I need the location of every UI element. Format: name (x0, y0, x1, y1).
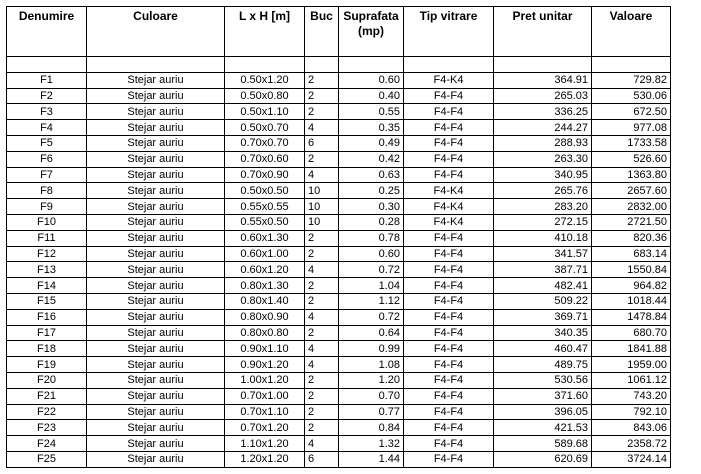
cell-suprafata[interactable]: 0.78 (339, 230, 404, 246)
cell-pret-unitar[interactable]: 272.15 (494, 214, 592, 230)
cell-buc[interactable]: 2 (305, 388, 339, 404)
cell-pret-unitar[interactable]: 364.91 (494, 72, 592, 88)
cell-culoare[interactable]: Stejar auriu (87, 309, 225, 325)
cell-tip-vitrare[interactable]: F4-F4 (404, 88, 494, 104)
header-buc[interactable]: Buc (305, 7, 339, 57)
table-row (7, 167, 671, 183)
cell-tip-vitrare[interactable]: F4-F4 (404, 341, 494, 357)
cell-valoare[interactable]: 792.10 (592, 404, 671, 420)
cell-culoare[interactable]: Stejar auriu (87, 436, 225, 452)
cell-culoare[interactable]: Stejar auriu (87, 199, 225, 215)
cell-tip-vitrare[interactable]: F4-K4 (404, 214, 494, 230)
cell-pret-unitar[interactable]: 244.27 (494, 120, 592, 136)
table-row (7, 404, 671, 420)
cell-suprafata[interactable]: 0.35 (339, 120, 404, 136)
cell-buc[interactable]: 4 (305, 357, 339, 373)
spacer-row (7, 57, 671, 73)
table-row (7, 214, 671, 230)
cell-pret-unitar[interactable]: 340.35 (494, 325, 592, 341)
cell-buc[interactable]: 2 (305, 404, 339, 420)
table-row (7, 372, 671, 388)
cell-culoare[interactable]: Stejar auriu (87, 451, 225, 467)
cell-tip-vitrare[interactable]: F4-F4 (404, 404, 494, 420)
cell-culoare[interactable]: Stejar auriu (87, 325, 225, 341)
cell-dimensiuni[interactable]: 0.50x0.70 (225, 120, 305, 136)
cell-valoare[interactable]: 672.50 (592, 104, 671, 120)
cell-denumire[interactable]: F13 (7, 262, 87, 278)
cell-valoare[interactable]: 964.82 (592, 278, 671, 294)
cell-valoare[interactable]: 2832.00 (592, 199, 671, 215)
table-row (7, 88, 671, 104)
cell-pret-unitar[interactable]: 288.93 (494, 135, 592, 151)
cell-tip-vitrare[interactable]: F4-F4 (404, 357, 494, 373)
cell-culoare[interactable]: Stejar auriu (87, 372, 225, 388)
cell-dimensiuni[interactable]: 0.80x1.40 (225, 293, 305, 309)
cell-dimensiuni[interactable]: 0.70x1.10 (225, 404, 305, 420)
cell-dimensiuni[interactable]: 1.20x1.20 (225, 451, 305, 467)
cell-culoare[interactable]: Stejar auriu (87, 246, 225, 262)
cell-valoare[interactable]: 1959.00 (592, 357, 671, 373)
table-row (7, 388, 671, 404)
cell-denumire[interactable]: F9 (7, 199, 87, 215)
cell-tip-vitrare[interactable]: F4-F4 (404, 151, 494, 167)
cell-tip-vitrare[interactable]: F4-F4 (404, 372, 494, 388)
cell-dimensiuni[interactable]: 0.90x1.10 (225, 341, 305, 357)
cell-pret-unitar[interactable]: 341.57 (494, 246, 592, 262)
cell-culoare[interactable]: Stejar auriu (87, 341, 225, 357)
cell-denumire[interactable]: F6 (7, 151, 87, 167)
table-row (7, 325, 671, 341)
cell-valoare[interactable]: 2721.50 (592, 214, 671, 230)
cell-denumire[interactable]: F25 (7, 451, 87, 467)
cell-denumire[interactable]: F15 (7, 293, 87, 309)
table-row (7, 199, 671, 215)
cell-pret-unitar[interactable]: 421.53 (494, 420, 592, 436)
cell-dimensiuni[interactable]: 0.50x0.50 (225, 183, 305, 199)
spacer-cell[interactable] (592, 57, 671, 73)
cell-valoare[interactable]: 977.08 (592, 120, 671, 136)
cell-suprafata[interactable]: 1.04 (339, 278, 404, 294)
cell-valoare[interactable]: 1841.88 (592, 341, 671, 357)
cell-tip-vitrare[interactable]: F4-F4 (404, 325, 494, 341)
cell-suprafata[interactable]: 0.55 (339, 104, 404, 120)
cell-denumire[interactable]: F24 (7, 436, 87, 452)
cell-culoare[interactable]: Stejar auriu (87, 183, 225, 199)
cell-denumire[interactable]: F10 (7, 214, 87, 230)
cell-buc[interactable]: 4 (305, 436, 339, 452)
table-row (7, 120, 671, 136)
spacer-cell[interactable] (225, 57, 305, 73)
cell-denumire[interactable]: F4 (7, 120, 87, 136)
cell-buc[interactable]: 6 (305, 451, 339, 467)
cell-denumire[interactable]: F16 (7, 309, 87, 325)
cell-pret-unitar[interactable]: 265.76 (494, 183, 592, 199)
cell-valoare[interactable]: 683.14 (592, 246, 671, 262)
cell-suprafata[interactable]: 0.63 (339, 167, 404, 183)
table-row (7, 420, 671, 436)
cell-tip-vitrare[interactable]: F4-F4 (404, 278, 494, 294)
cell-suprafata[interactable]: 1.44 (339, 451, 404, 467)
cell-suprafata[interactable]: 0.42 (339, 151, 404, 167)
cell-dimensiuni[interactable]: 0.70x0.70 (225, 135, 305, 151)
cell-culoare[interactable]: Stejar auriu (87, 135, 225, 151)
cell-suprafata[interactable]: 0.25 (339, 183, 404, 199)
spacer-cell[interactable] (339, 57, 404, 73)
cell-suprafata[interactable]: 0.84 (339, 420, 404, 436)
cell-buc[interactable]: 10 (305, 199, 339, 215)
cell-suprafata[interactable]: 1.08 (339, 357, 404, 373)
cell-culoare[interactable]: Stejar auriu (87, 420, 225, 436)
cell-tip-vitrare[interactable]: F4-F4 (404, 230, 494, 246)
cell-buc[interactable]: 2 (305, 230, 339, 246)
cell-dimensiuni[interactable]: 0.55x0.50 (225, 214, 305, 230)
cell-pret-unitar[interactable]: 482.41 (494, 278, 592, 294)
cell-dimensiuni[interactable]: 0.50x1.20 (225, 72, 305, 88)
cell-pret-unitar[interactable]: 460.47 (494, 341, 592, 357)
cell-buc[interactable]: 4 (305, 120, 339, 136)
cell-denumire[interactable]: F8 (7, 183, 87, 199)
cell-suprafata[interactable]: 0.64 (339, 325, 404, 341)
cell-valoare[interactable]: 3724.14 (592, 451, 671, 467)
cell-pret-unitar[interactable]: 265.03 (494, 88, 592, 104)
cell-pret-unitar[interactable]: 371.60 (494, 388, 592, 404)
cell-tip-vitrare[interactable]: F4-F4 (404, 120, 494, 136)
cell-denumire[interactable]: F21 (7, 388, 87, 404)
spacer-cell[interactable] (305, 57, 339, 73)
cell-tip-vitrare[interactable]: F4-F4 (404, 388, 494, 404)
table-row (7, 341, 671, 357)
cell-dimensiuni[interactable]: 0.50x0.80 (225, 88, 305, 104)
cell-valoare[interactable]: 743.20 (592, 388, 671, 404)
cell-denumire[interactable]: F23 (7, 420, 87, 436)
cell-valoare[interactable]: 1018.44 (592, 293, 671, 309)
cell-pret-unitar[interactable]: 369.71 (494, 309, 592, 325)
cell-culoare[interactable]: Stejar auriu (87, 404, 225, 420)
cell-tip-vitrare[interactable]: F4-F4 (404, 262, 494, 278)
cell-tip-vitrare[interactable]: F4-F4 (404, 135, 494, 151)
cell-pret-unitar[interactable]: 620.69 (494, 451, 592, 467)
cell-valoare[interactable]: 526.60 (592, 151, 671, 167)
cell-buc[interactable]: 2 (305, 293, 339, 309)
cell-suprafata[interactable]: 0.30 (339, 199, 404, 215)
cell-dimensiuni[interactable]: 0.70x0.90 (225, 167, 305, 183)
cell-suprafata[interactable]: 1.32 (339, 436, 404, 452)
cell-tip-vitrare[interactable]: F4-F4 (404, 451, 494, 467)
cell-culoare[interactable]: Stejar auriu (87, 72, 225, 88)
cell-buc[interactable]: 4 (305, 167, 339, 183)
cell-valoare[interactable]: 1478.84 (592, 309, 671, 325)
cell-dimensiuni[interactable]: 0.70x1.00 (225, 388, 305, 404)
cell-buc[interactable]: 2 (305, 88, 339, 104)
cell-buc[interactable]: 4 (305, 262, 339, 278)
cell-culoare[interactable]: Stejar auriu (87, 388, 225, 404)
cell-valoare[interactable]: 1550.84 (592, 262, 671, 278)
spacer-cell[interactable] (87, 57, 225, 73)
cell-denumire[interactable]: F3 (7, 104, 87, 120)
cell-denumire[interactable]: F14 (7, 278, 87, 294)
cell-valoare[interactable]: 1061.12 (592, 372, 671, 388)
cell-suprafata[interactable]: 1.12 (339, 293, 404, 309)
table-row (7, 183, 671, 199)
spacer-cell[interactable] (404, 57, 494, 73)
cell-culoare[interactable]: Stejar auriu (87, 167, 225, 183)
cell-dimensiuni[interactable]: 1.00x1.20 (225, 372, 305, 388)
cell-culoare[interactable]: Stejar auriu (87, 262, 225, 278)
cell-valoare[interactable]: 843.06 (592, 420, 671, 436)
cell-denumire[interactable]: F12 (7, 246, 87, 262)
cell-dimensiuni[interactable]: 0.90x1.20 (225, 357, 305, 373)
cell-suprafata[interactable]: 0.60 (339, 246, 404, 262)
cell-denumire[interactable]: F5 (7, 135, 87, 151)
table-row (7, 135, 671, 151)
cell-suprafata[interactable]: 0.77 (339, 404, 404, 420)
cell-buc[interactable]: 2 (305, 372, 339, 388)
cell-dimensiuni[interactable]: 0.60x1.20 (225, 262, 305, 278)
header-valoare[interactable]: Valoare (592, 7, 671, 57)
cell-culoare[interactable]: Stejar auriu (87, 293, 225, 309)
cell-denumire[interactable]: F1 (7, 72, 87, 88)
cell-buc[interactable]: 2 (305, 151, 339, 167)
cell-dimensiuni[interactable]: 0.80x1.30 (225, 278, 305, 294)
cell-pret-unitar[interactable]: 283.20 (494, 199, 592, 215)
header-tip-vitrare[interactable]: Tip vitrare (404, 7, 494, 57)
header-denumire[interactable]: Denumire (7, 7, 87, 57)
cell-tip-vitrare[interactable]: F4-K4 (404, 183, 494, 199)
cell-valoare[interactable]: 1363.80 (592, 167, 671, 183)
cell-suprafata[interactable]: 0.72 (339, 309, 404, 325)
spacer-cell[interactable] (7, 57, 87, 73)
cell-pret-unitar[interactable]: 396.05 (494, 404, 592, 420)
cell-suprafata[interactable]: 0.28 (339, 214, 404, 230)
cell-buc[interactable]: 6 (305, 135, 339, 151)
cell-buc[interactable]: 2 (305, 325, 339, 341)
cell-dimensiuni[interactable]: 0.55x0.55 (225, 199, 305, 215)
cell-tip-vitrare[interactable]: F4-F4 (404, 104, 494, 120)
cell-suprafata[interactable]: 0.99 (339, 341, 404, 357)
cell-tip-vitrare[interactable]: F4-F4 (404, 420, 494, 436)
cell-valoare[interactable]: 680.70 (592, 325, 671, 341)
cell-suprafata[interactable]: 0.49 (339, 135, 404, 151)
table-row (7, 278, 671, 294)
table-row (7, 357, 671, 373)
cell-dimensiuni[interactable]: 0.70x0.60 (225, 151, 305, 167)
cell-denumire[interactable]: F7 (7, 167, 87, 183)
cell-valoare[interactable]: 2358.72 (592, 436, 671, 452)
header-culoare[interactable]: Culoare (87, 7, 225, 57)
cell-suprafata[interactable]: 0.70 (339, 388, 404, 404)
header-suprafata[interactable]: Suprafata (mp) (339, 7, 404, 57)
cell-pret-unitar[interactable]: 489.75 (494, 357, 592, 373)
spacer-cell[interactable] (494, 57, 592, 73)
cell-buc[interactable]: 2 (305, 104, 339, 120)
cell-dimensiuni[interactable]: 0.60x1.00 (225, 246, 305, 262)
cell-pret-unitar[interactable]: 336.25 (494, 104, 592, 120)
table-row (7, 246, 671, 262)
cell-dimensiuni[interactable]: 1.10x1.20 (225, 436, 305, 452)
cell-denumire[interactable]: F2 (7, 88, 87, 104)
cell-tip-vitrare[interactable]: F4-F4 (404, 436, 494, 452)
cell-pret-unitar[interactable]: 263.30 (494, 151, 592, 167)
cell-tip-vitrare[interactable]: F4-F4 (404, 246, 494, 262)
cell-tip-vitrare[interactable]: F4-K4 (404, 199, 494, 215)
cell-valoare[interactable]: 820.36 (592, 230, 671, 246)
cell-buc[interactable]: 2 (305, 420, 339, 436)
cell-culoare[interactable]: Stejar auriu (87, 278, 225, 294)
price-table (6, 6, 671, 468)
table-row (7, 151, 671, 167)
cell-tip-vitrare[interactable]: F4-F4 (404, 293, 494, 309)
header-pret-unitar[interactable]: Pret unitar (494, 7, 592, 57)
cell-culoare[interactable]: Stejar auriu (87, 151, 225, 167)
cell-denumire[interactable]: F20 (7, 372, 87, 388)
cell-culoare[interactable]: Stejar auriu (87, 88, 225, 104)
cell-denumire[interactable]: F19 (7, 357, 87, 373)
cell-valoare[interactable]: 530.06 (592, 88, 671, 104)
cell-buc[interactable]: 4 (305, 309, 339, 325)
cell-dimensiuni[interactable]: 0.60x1.30 (225, 230, 305, 246)
table-row (7, 309, 671, 325)
cell-buc[interactable]: 2 (305, 72, 339, 88)
header-row (7, 7, 671, 57)
cell-buc[interactable]: 10 (305, 214, 339, 230)
cell-suprafata[interactable]: 0.72 (339, 262, 404, 278)
cell-pret-unitar[interactable]: 340.95 (494, 167, 592, 183)
cell-dimensiuni[interactable]: 0.80x0.90 (225, 309, 305, 325)
cell-dimensiuni[interactable]: 0.80x0.80 (225, 325, 305, 341)
cell-buc[interactable]: 4 (305, 341, 339, 357)
cell-suprafata[interactable]: 0.60 (339, 72, 404, 88)
table-row (7, 72, 671, 88)
cell-dimensiuni[interactable]: 0.70x1.20 (225, 420, 305, 436)
cell-dimensiuni[interactable]: 0.50x1.10 (225, 104, 305, 120)
cell-culoare[interactable]: Stejar auriu (87, 357, 225, 373)
header-dimensiuni[interactable]: L x H [m] (225, 7, 305, 57)
cell-culoare[interactable]: Stejar auriu (87, 214, 225, 230)
cell-suprafata[interactable]: 1.20 (339, 372, 404, 388)
cell-pret-unitar[interactable]: 509.22 (494, 293, 592, 309)
cell-denumire[interactable]: F11 (7, 230, 87, 246)
cell-valoare[interactable]: 1733.58 (592, 135, 671, 151)
cell-pret-unitar[interactable]: 589.68 (494, 436, 592, 452)
cell-buc[interactable]: 10 (305, 183, 339, 199)
cell-suprafata[interactable]: 0.40 (339, 88, 404, 104)
cell-denumire[interactable]: F17 (7, 325, 87, 341)
cell-culoare[interactable]: Stejar auriu (87, 120, 225, 136)
cell-pret-unitar[interactable]: 530.56 (494, 372, 592, 388)
cell-denumire[interactable]: F18 (7, 341, 87, 357)
cell-valoare[interactable]: 729.82 (592, 72, 671, 88)
cell-buc[interactable]: 2 (305, 278, 339, 294)
cell-pret-unitar[interactable]: 387.71 (494, 262, 592, 278)
cell-tip-vitrare[interactable]: F4-F4 (404, 167, 494, 183)
cell-culoare[interactable]: Stejar auriu (87, 104, 225, 120)
cell-buc[interactable]: 2 (305, 246, 339, 262)
table-row (7, 436, 671, 452)
table-row (7, 230, 671, 246)
table-row (7, 104, 671, 120)
cell-culoare[interactable]: Stejar auriu (87, 230, 225, 246)
cell-pret-unitar[interactable]: 410.18 (494, 230, 592, 246)
table-row (7, 262, 671, 278)
cell-valoare[interactable]: 2657.60 (592, 183, 671, 199)
table-row (7, 451, 671, 467)
cell-denumire[interactable]: F22 (7, 404, 87, 420)
cell-tip-vitrare[interactable]: F4-K4 (404, 72, 494, 88)
table-row (7, 293, 671, 309)
cell-tip-vitrare[interactable]: F4-F4 (404, 309, 494, 325)
